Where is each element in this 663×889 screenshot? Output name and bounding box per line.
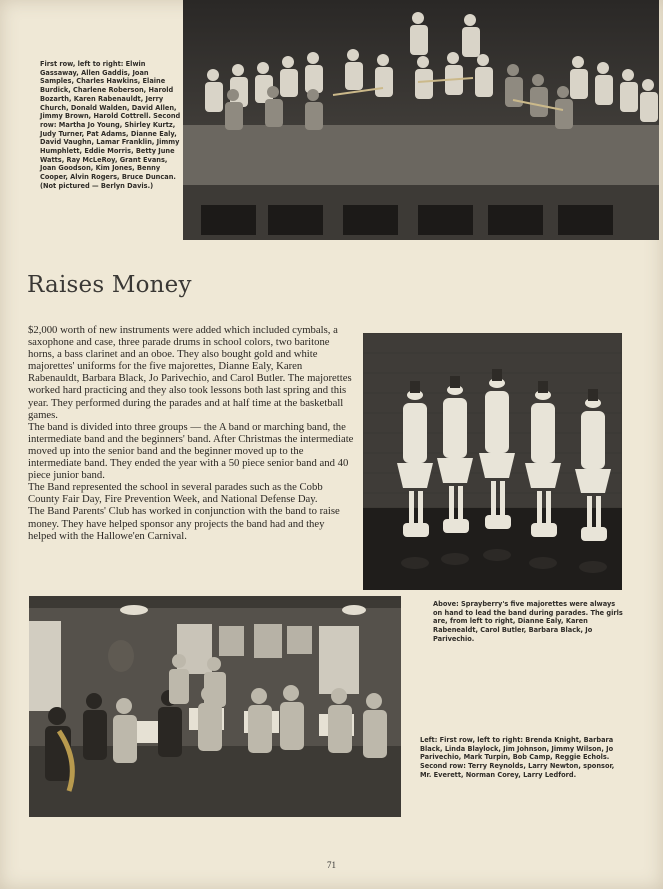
section-heading: Raises Money: [27, 272, 192, 298]
body-paragraph: $2,000 worth of new instruments were added which included cymbals, a saxophone and case, three parade drums in school colors, two baritone horns, a bass clarinet and an oboe. They also bought gold and white majorettes' uniforms for the five majorettes, Dianne Ealy, Karen Rabenauldt, Barbara Black, Jo Parivechio, and Carol Butler. The majorettes worked hard practicing and they also took lessons both last spring and this year. They performed during the parades and at half time at the basketball games.: [28, 324, 352, 421]
body-paragraph: The Band Parents' Club has worked in conjunction with the band to raise money. They have helped sponsor any projects the band had and they helped with the Hallowe'en Carnival.: [28, 505, 340, 542]
senior-band-photo: [183, 0, 659, 240]
page-number: 71: [327, 860, 336, 870]
junior-band-photo: [29, 596, 401, 817]
majorettes-caption: Above: Sprayberry's five majorettes were always on hand to lead the band during parades. The girls are, from left to right, Dianne Ealy, Karen Rabenealdt, Carol Butler, Barbara Black, Jo Parivechio.: [433, 600, 623, 643]
majorettes-photo: [363, 333, 622, 590]
article-body: [28, 324, 354, 542]
junior-band-caption: Left: First row, left to right: Brenda Knight, Barbara Black, Linda Blaylock, Jim Johnson, Jimmy Wilson, Jo Parivechio, Mark Turpin, Bob Camp, Reggie Echols. Second row: Terry Reynolds, Larry Newton, sponsor, Mr. Everett, Norman Corey, Larry Ledford.: [420, 736, 615, 779]
body-paragraph: The Band represented the school in several parades such as the Cobb County Fair Day, Fire Prevention Week, and National Defense Day.: [28, 481, 323, 506]
body-paragraph: The band is divided into three groups — the A band or marching band, the intermediate band and the beginners' band. After Christmas the intermediate moved up into the senior band and the beginner moved up to the intermediate band. They ended the year with a 50 piece senior band and 40 piece junior band.: [28, 420, 354, 482]
band-photo-caption: First row, left to right: Elwin Gassaway, Allen Gaddis, Joan Samples, Charles Hawkins, Elaine Burdick, Charlene Roberson, Harold Bozarth, Karen Rabenauldt, Jerry Church, Donald Walden, David Allen, Jimmy Brown, Harold Cottrell. Second row: Martha Jo Young, Shirley Kurtz, Judy Turner, Pat Adams, Dianne Ealy, David Vaughn, Lamar Franklin, Jimmy Humphlett, Eddie Morris, Betty June Watts, Ray McLeRoy, Grant Evans, Joan Goodson, Kim Jones, Benny Cooper, Alvin Rogers, Bruce Duncan. (Not pictured — Berlyn Davis.): [40, 60, 181, 190]
